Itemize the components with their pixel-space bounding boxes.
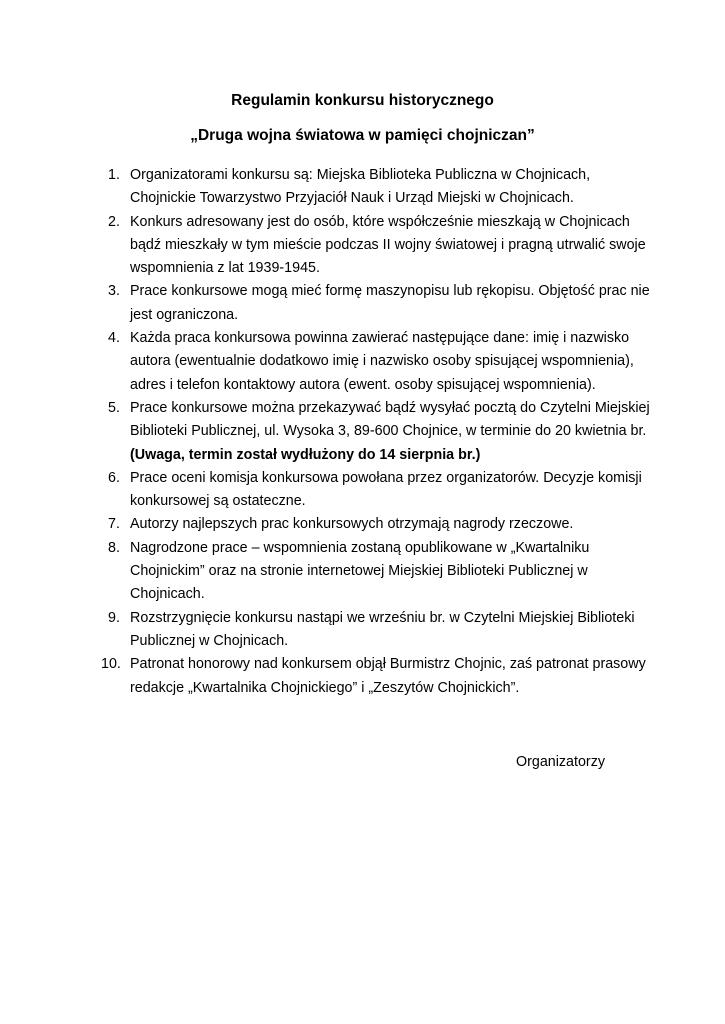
rule-item-3: [100, 280, 660, 327]
rule-text-plain: Prace konkursowe można przekazywać bądź wysyłać pocztą do Czytelni Miejskiej Biblioteki Publicznej, ul. Wysoka 3, 89-600 Chojnice, w terminie do 20 kwietnia br.: [130, 399, 650, 440]
deadline-extension-notice: (Uwaga, termin został wydłużony do 14 sierpnia br.): [130, 446, 481, 463]
rule-number: 6.: [108, 469, 120, 486]
rule-text: Konkurs adresowany jest do osób, które współcześnie mieszkają w Chojnicach bądź mieszkały w tym mieście podczas II wojny światowej i pragną utrwalić swoje wspomnienia z lat 1939-1945.: [130, 213, 646, 277]
rules-list: [100, 164, 660, 700]
rule-number: 1.: [108, 167, 120, 183]
signature: Organizatorzy: [516, 754, 605, 770]
rule-number: 7.: [108, 516, 120, 533]
rule-text: Rozstrzygnięcie konkursu nastąpi we wrześniu br. w Czytelni Miejskiej Biblioteki Publicznej w Chojnicach.: [130, 609, 635, 649]
rule-item-9: [100, 607, 660, 654]
rule-number: 5.: [108, 399, 120, 416]
rule-item-1: [100, 164, 660, 211]
document-subtitle: „Druga wojna światowa w pamięci chojniczan”: [190, 127, 535, 144]
rule-item-5: [100, 397, 660, 467]
rule-text: Prace oceni komisja konkursowa powołana przez organizatorów. Decyzje komisji konkursowej są ostateczne.: [130, 469, 642, 510]
rule-text: [130, 400, 650, 463]
rule-number: 10.: [101, 656, 121, 673]
document-title: Regulamin konkursu historycznego: [231, 92, 494, 109]
rule-item-8: [100, 537, 660, 607]
rule-text: Każda praca konkursowa powinna zawierać następujące dane: imię i nazwisko autora (ewentualnie dodatkowo imię i nazwisko osoby spisującej wspomnienia), adres i telefon kontaktowy autora (ewent. osoby spisującej wspomnienia).: [130, 330, 634, 393]
rule-item-6: [100, 467, 660, 514]
rule-number: 2.: [108, 213, 120, 230]
rule-item-4: [100, 327, 660, 397]
rule-text: Nagrodzone prace – wspomnienia zostaną opublikowane w „Kwartalniku Chojnickim” oraz na stronie internetowej Miejskiej Biblioteki Publicznej w Chojnicach.: [130, 539, 590, 603]
rule-number: 9.: [108, 609, 120, 626]
rule-number: 8.: [108, 539, 120, 556]
rule-item-2: [100, 211, 660, 281]
rule-text: Autorzy najlepszych prac konkursowych otrzymają nagrody rzeczowe.: [130, 516, 574, 533]
rule-text: Patronat honorowy nad konkursem objął Burmistrz Chojnic, zaś patronat prasowy redakcje „Kwartalnika Chojnickiego” i „Zeszytów Chojnickich”.: [130, 656, 646, 696]
rule-item-7: [100, 513, 660, 536]
rule-text: Organizatorami konkursu są: Miejska Biblioteka Publiczna w Chojnicach, Chojnickie Towarzystwo Przyjaciół Nauk i Urząd Miejski w Chojnicach.: [130, 167, 591, 207]
rule-item-10: [100, 653, 660, 700]
rule-number: 4.: [108, 330, 120, 347]
rule-text: Prace konkursowe mogą mieć formę maszynopisu lub rękopisu. Objętość prac nie jest ograniczona.: [130, 283, 650, 323]
rule-number: 3.: [108, 283, 120, 300]
